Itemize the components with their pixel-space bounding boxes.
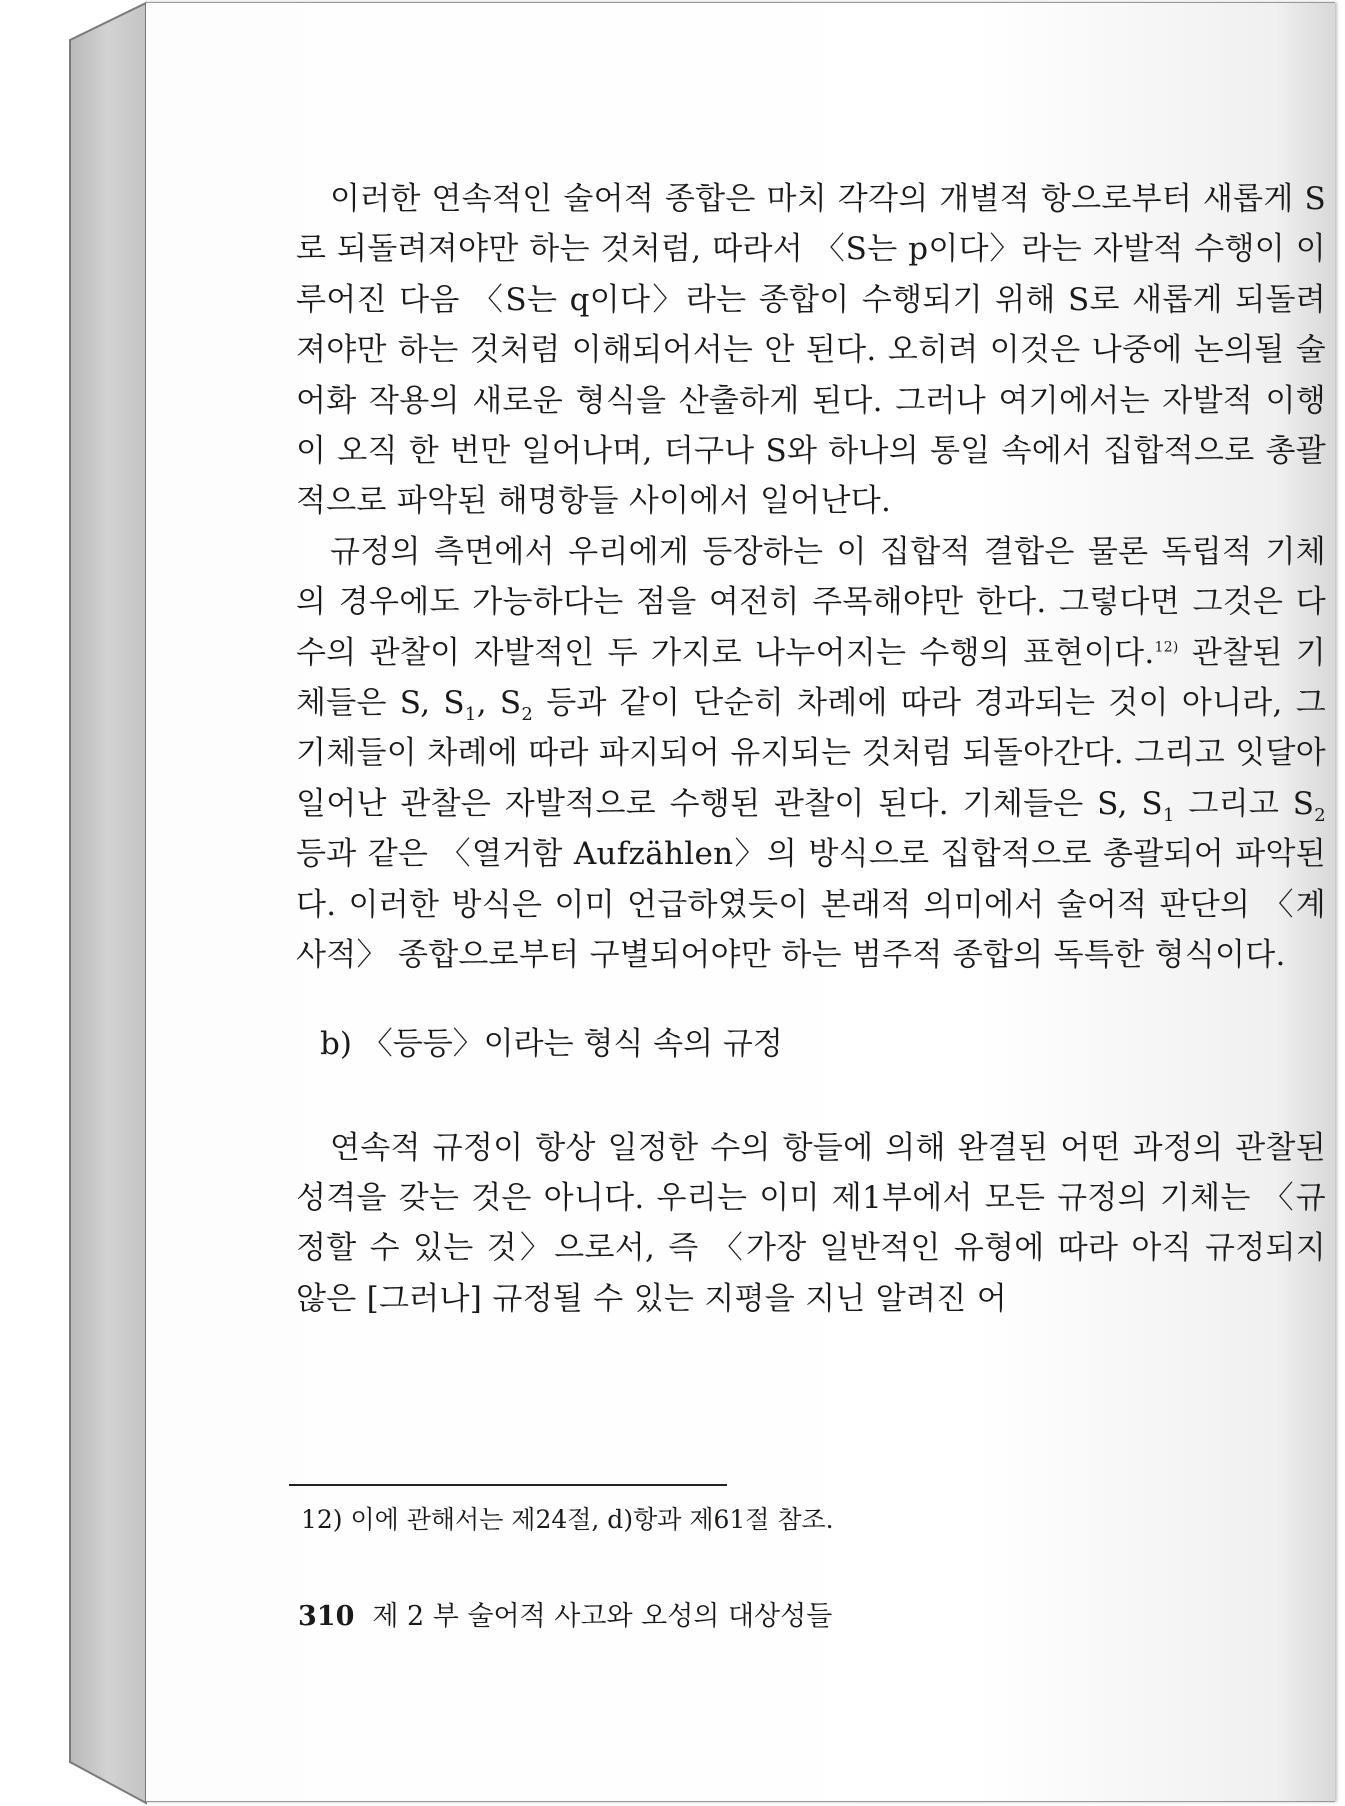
footnote-divider xyxy=(289,1484,727,1486)
book-spine xyxy=(0,0,150,1806)
book-page xyxy=(146,2,1335,1802)
running-footer xyxy=(298,1597,832,1637)
paragraph-2: 규정의 측면에서 우리에게 등장하는 이 집합적 결합은 물론 독립적 기체의 경우에도 가능하다는 점을 여전히 주목해야만 한다. 그렇다면 그것은 다수의 관찰이 자발적인 두 가지로 나누어지는 수행의 표현이다.$^{12)}$ 관찰된 기체들은 S, $S_1$, $S_2$ 등과 같이 단순히 차례에 따라 경과되는 것이 아니라, 그 기체들이 차례에 따라 파지되어 유지되는 것처럼 되돌아간다. 그리고 잇달아 일어난 관찰은 자발적으로 수행된 관찰이 된다. 기체들은 S, $S_1$ 그리고 $S_2$ 등과 같은 〈열거함 Aufzählen〉의 방식으로 집합적으로 총괄되어 파악된다. 이러한 방식은 이미 언급하였듯이 본래적 의미에서 술어적 판단의 〈계사적〉 종합으로부터 구별되어야만 하는 범주적 종합의 독특한 형식이다. xyxy=(296,533,1326,974)
footnote-reference[interactable]: 12) xyxy=(1154,639,1179,656)
page-number: 310 xyxy=(298,1601,355,1632)
paragraph-3: 연속적 규정이 항상 일정한 수의 항들에 의해 완결된 어떤 과정의 관찰된 성격을 갖는 것은 아니다. 우리는 이미 제1부에서 모든 규정의 기체는 〈규정할 수 있는 것〉으로서, 즉 〈가장 일반적인 유형에 따라 아직 규정되지 않은 [그러나] 규정될 수 있는 지평을 지닌 알려진 어 xyxy=(296,1129,1326,1317)
paragraph-1: 이러한 연속적인 술어적 종합은 마치 각각의 개별적 항으로부터 새롭게 S로 되돌려져야만 하는 것처럼, 따라서 〈S는 p이다〉라는 자발적 수행이 이루어진 다음 〈S는 q이다〉라는 종합이 수행되기 위해 S로 새롭게 되돌려져야만 하는 것처럼 이해되어서는 안 된다. 오히려 이것은 나중에 논의될 술어화 작용의 새로운 형식을 산출하게 된다. 그러나 여기에서는 자발적 이행이 오직 한 번만 일어나며, 더구나 S와 하나의 통일 속에서 집합적으로 총괄적으로 파악된 해명항들 사이에서 일어난다. xyxy=(296,181,1327,520)
body-text xyxy=(296,174,1326,1324)
section-heading: b) 〈등등〉이라는 형식 속의 규정 xyxy=(320,1025,783,1062)
running-title: 제 2 부 술어적 사고와 오성의 대상성들 xyxy=(372,1601,833,1632)
footnote: 12) 이에 관해서는 제24절, d)항과 제61절 참조. xyxy=(301,1505,834,1534)
